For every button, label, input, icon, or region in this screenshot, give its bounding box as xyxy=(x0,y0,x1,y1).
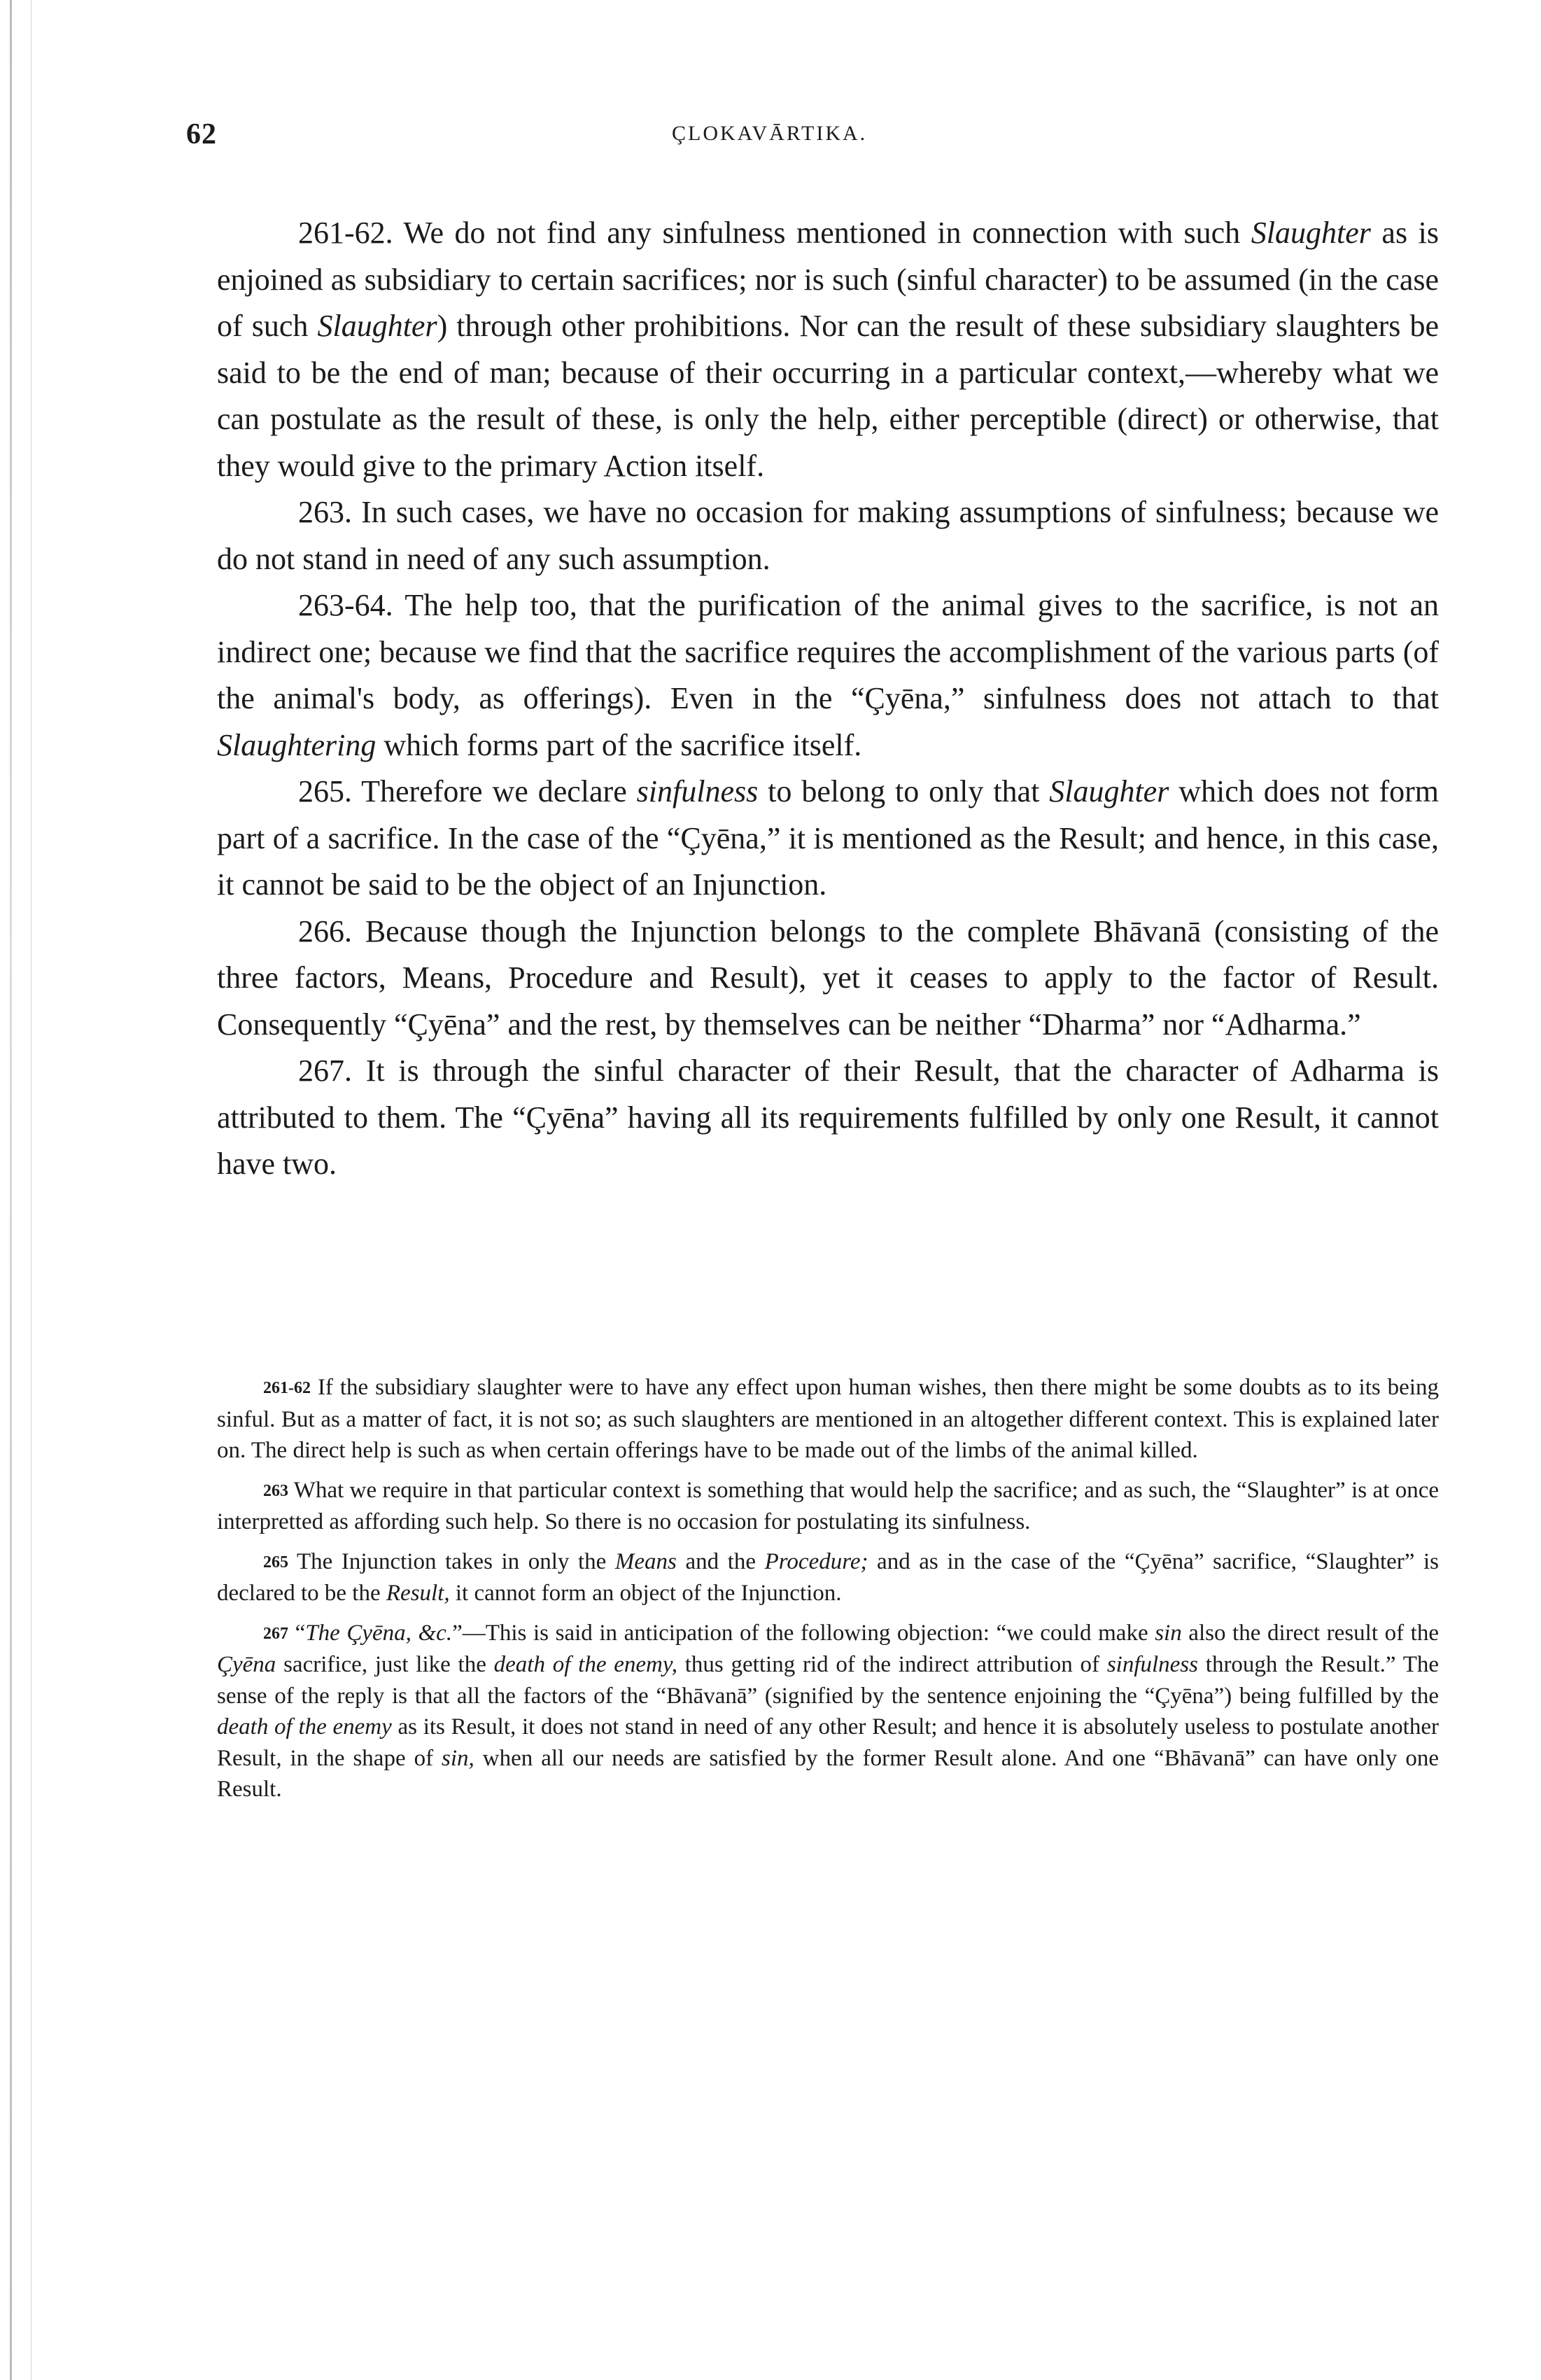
italic-text: Procedure; xyxy=(764,1548,868,1574)
text-run: it cannot form an object of the Injunction. xyxy=(449,1581,842,1606)
text-run: What we require in that particular context is something that would help the sacrifice; and as such, the “Slaughter” is at once interpretted as affording such help. So there is no occasion for postulating its sinfulness. xyxy=(217,1477,1439,1534)
text-run: sacrifice, just like the xyxy=(276,1652,494,1677)
text-run: “ xyxy=(288,1620,306,1646)
text-run: when all our needs are satisfied by the former Result alone. And one “Bhāvanā” can have only one Result. xyxy=(217,1745,1439,1802)
footnote-number: 261-62 xyxy=(263,1379,311,1397)
text-run: and the xyxy=(676,1548,765,1574)
text-run: In such cases, we have no occasion for making assumptions of sinfulness; because we do not stand in need of any such assumption. xyxy=(217,495,1439,576)
text-run: as its Result, it does not stand in need of any other Result; and hence it is absolutely useless to postulate another Result, in the shape of xyxy=(217,1714,1439,1771)
italic-text: sin xyxy=(1155,1620,1182,1646)
running-title: ÇLOKAVĀRTIKA. xyxy=(672,122,868,145)
italic-text: death of the enemy xyxy=(217,1714,392,1740)
italic-text: Slaughter xyxy=(317,309,437,343)
scan-binding-edge xyxy=(10,0,12,2380)
verse-paragraph xyxy=(217,769,1439,909)
text-run: thus getting rid of the indirect attribution of xyxy=(677,1652,1107,1677)
verse-number: 267. xyxy=(298,1054,352,1088)
italic-text: Result, xyxy=(386,1581,450,1606)
text-run: If the subsidiary slaughter were to have any effect upon human wishes, then there might be some doubts as to its being sinful. But as a matter of fact, it is not so; as such slaughters are mentioned in an altogether different context. This is explained later on. The direct help is such as when certain offerings have to be made out of the limbs of the animal killed. xyxy=(217,1375,1439,1463)
text-run: The help too, that the purification of the animal gives to the sacrifice, is not an indirect one; because we find that the sacrifice requires the accomplishment of the various parts (of the animal's body, as offerings). Even in the “Çyēna,” sinfulness does not attach to that xyxy=(217,588,1439,715)
verse-number: 265. xyxy=(298,774,352,808)
text-run: Therefore we declare xyxy=(352,774,637,808)
text-run: which forms part of the sacrifice itself. xyxy=(376,727,862,762)
footnote-number: 267 xyxy=(263,1624,288,1643)
text-run: Because though the Injunction belongs to the complete Bhāvanā (consisting of the three factors, Means, Procedure and Result), yet it ceases to apply to the factor of Result. Consequently “Çyēna” and the rest, by themselves can be neither “Dharma” nor “Adharma.” xyxy=(217,913,1439,1042)
footnote-paragraph xyxy=(217,1618,1439,1805)
text-run: to belong to only that xyxy=(758,774,1050,808)
verse-paragraph xyxy=(217,210,1439,489)
footnote-paragraph xyxy=(217,1546,1439,1609)
verse-paragraph xyxy=(217,909,1439,1049)
italic-text: Means xyxy=(614,1548,677,1574)
text-run: It is through the sinful character of their Result, that the character of Adharma is attributed to them. The “Çyēna” having all its requirements fulfilled by only one Result, it cannot have two. xyxy=(217,1054,1439,1181)
italic-text: Slaughtering xyxy=(217,727,377,762)
italic-text: Slaughter xyxy=(1049,774,1169,808)
text-run: We do not find any sinfulness mentioned in connection with such xyxy=(393,216,1251,250)
italic-text: The Çyēna, &c. xyxy=(305,1620,453,1646)
italic-text: Çyēna xyxy=(217,1652,276,1677)
page-header xyxy=(0,118,1541,160)
text-run: ) through other prohibitions. Nor can the result of these subsidiary slaughters be said to be the end of man; because of their occurring in a particular context,—whereby what we can postulate as the result of these, is only the help, either perceptible (direct) or otherwise, that they would give to the primary Action itself. xyxy=(217,309,1439,483)
footnote-number: 263 xyxy=(263,1481,288,1500)
page-number: 62 xyxy=(186,118,217,150)
text-run: through the Result.” The sense of the reply is that all the factors of the “Bhāvanā” (signified by the sentence enjoining the “Çyēna”) being fulfilled by the xyxy=(217,1652,1439,1709)
verse-number: 263-64. xyxy=(298,588,393,622)
text-run: also the direct result of the xyxy=(1181,1620,1440,1646)
text-run: and as in the case of the “Çyēna” sacrifice, “Slaughter” is declared to be the xyxy=(217,1548,1439,1606)
italic-text: sin, xyxy=(442,1745,474,1771)
text-run: which does not form part of a sacrifice. In the case of the “Çyēna,” it is mentioned as the Result; and hence, in this case, it cannot be said to be the object of an Injunction. xyxy=(217,774,1440,902)
italic-text: sinfulness xyxy=(636,774,759,808)
italic-text: death of the enemy, xyxy=(493,1652,677,1677)
main-text xyxy=(217,210,1439,1188)
text-run: The Injunction takes in only the xyxy=(288,1548,615,1574)
italic-text: Slaughter xyxy=(1251,216,1371,250)
footnote-number: 265 xyxy=(263,1553,288,1572)
italic-text: sinfulness xyxy=(1106,1652,1198,1677)
verse-number: 263. xyxy=(298,495,352,529)
verse-paragraph xyxy=(217,489,1439,582)
verse-paragraph xyxy=(217,1048,1439,1188)
footnotes xyxy=(217,1372,1439,1814)
verse-paragraph xyxy=(217,582,1439,769)
verse-number: 261-62. xyxy=(298,216,393,250)
footnote-paragraph xyxy=(217,1372,1439,1466)
footnote-paragraph xyxy=(217,1475,1439,1538)
text-run: ”—This is said in anticipation of the following objection: “we could make xyxy=(452,1620,1155,1646)
text-run: as is enjoined as subsidiary to certain sacrifices; nor is such (sinful character) to be assumed (in the case of such xyxy=(217,216,1439,343)
verse-number: 266. xyxy=(298,913,352,948)
